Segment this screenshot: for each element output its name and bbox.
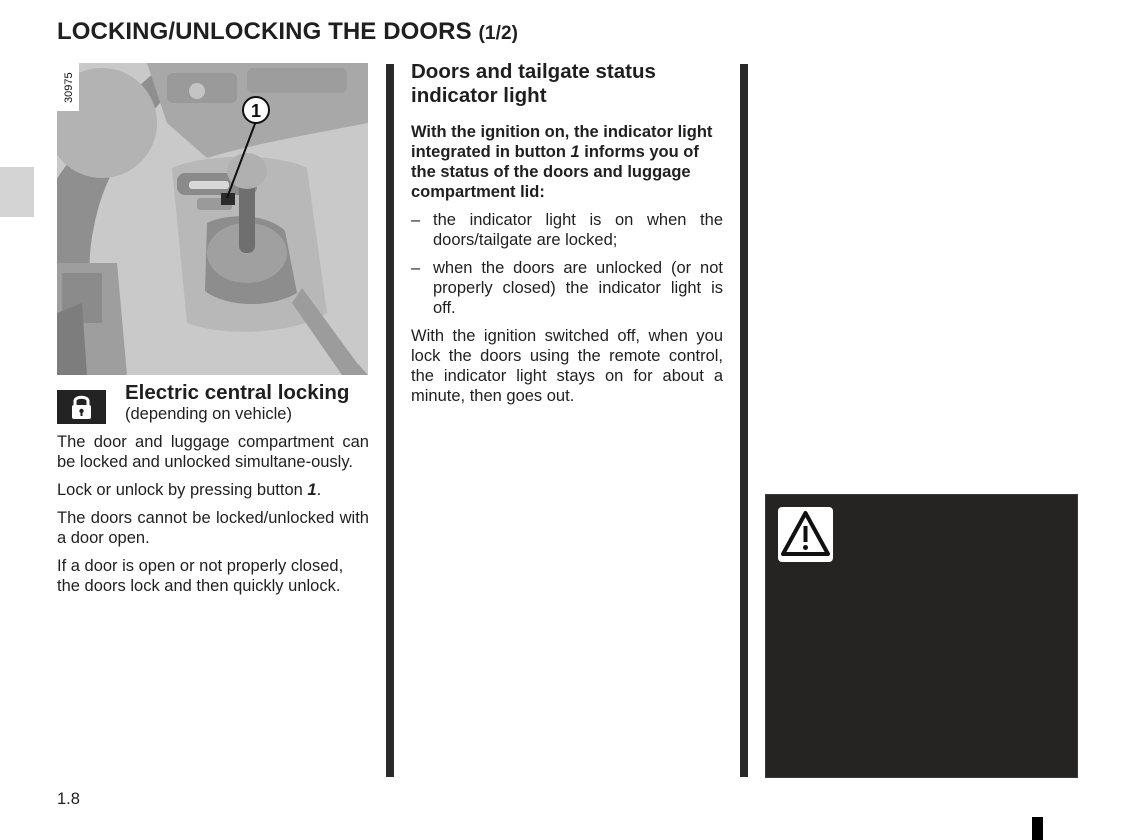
paragraph-not-closed: If a door is open or not properly closed, the doors lock and then quickly unlock. [57, 557, 344, 595]
paragraph-door-open: The doors cannot be locked/unlocked with a door open. [57, 509, 369, 547]
page-title-part: (1/2) [478, 23, 519, 44]
section-heading: Electric central locking [125, 381, 350, 404]
list-item [411, 258, 723, 318]
lock-text-end: . [316, 481, 322, 499]
button-reference: 1 [307, 481, 317, 499]
callout-number: 1 [250, 101, 262, 121]
indicator-closing: With the ignition switched off, when you lock the doors using the remote control, the indicator light stays on for about a minute, then goes out. [411, 327, 723, 405]
list-item [411, 210, 723, 250]
page-title-text: LOCKING/UNLOCKING THE DOORS [57, 18, 472, 45]
lead-button-reference: 1 [570, 143, 580, 161]
lead-text: With the ignition on, the indicator light integrated in button [411, 123, 713, 161]
dash-marker: – [411, 259, 421, 277]
paragraph-lock-button [57, 480, 369, 500]
footer-mark [1032, 817, 1043, 840]
lock-badge [57, 390, 106, 424]
list-item-text: the indicator light is on when the doors/tailgate are locked; [433, 211, 723, 249]
lead-text-end: informs you of the status of the doors and luggage compartment lid: [411, 143, 699, 201]
warning-box [765, 494, 1078, 778]
indicator-lead [411, 122, 723, 202]
list-item-text: when the doors are unlocked (or not properly closed) the indicator light is off. [433, 259, 723, 317]
middle-column [411, 60, 723, 414]
indicator-heading: Doors and tailgate status indicator light [411, 60, 656, 107]
left-column [57, 432, 369, 604]
lock-text: Lock or unlock by pressing button [57, 481, 308, 499]
padlock-icon [57, 390, 106, 424]
warning-triangle-icon [778, 507, 833, 562]
page-title [57, 18, 518, 46]
figure-ref-number: 30975 [63, 72, 75, 103]
paragraph-simultaneous: The door and luggage compartment can be locked and unlocked simultane-ously. [57, 433, 369, 471]
dashboard-illustration [57, 63, 368, 375]
column-divider [386, 64, 394, 777]
column-divider [740, 64, 748, 777]
dash-marker: – [411, 211, 421, 229]
chapter-tab [0, 167, 34, 217]
page-number: 1.8 [57, 790, 80, 808]
section-subheading: (depending on vehicle) [125, 405, 292, 423]
dashboard-photo [57, 63, 368, 375]
